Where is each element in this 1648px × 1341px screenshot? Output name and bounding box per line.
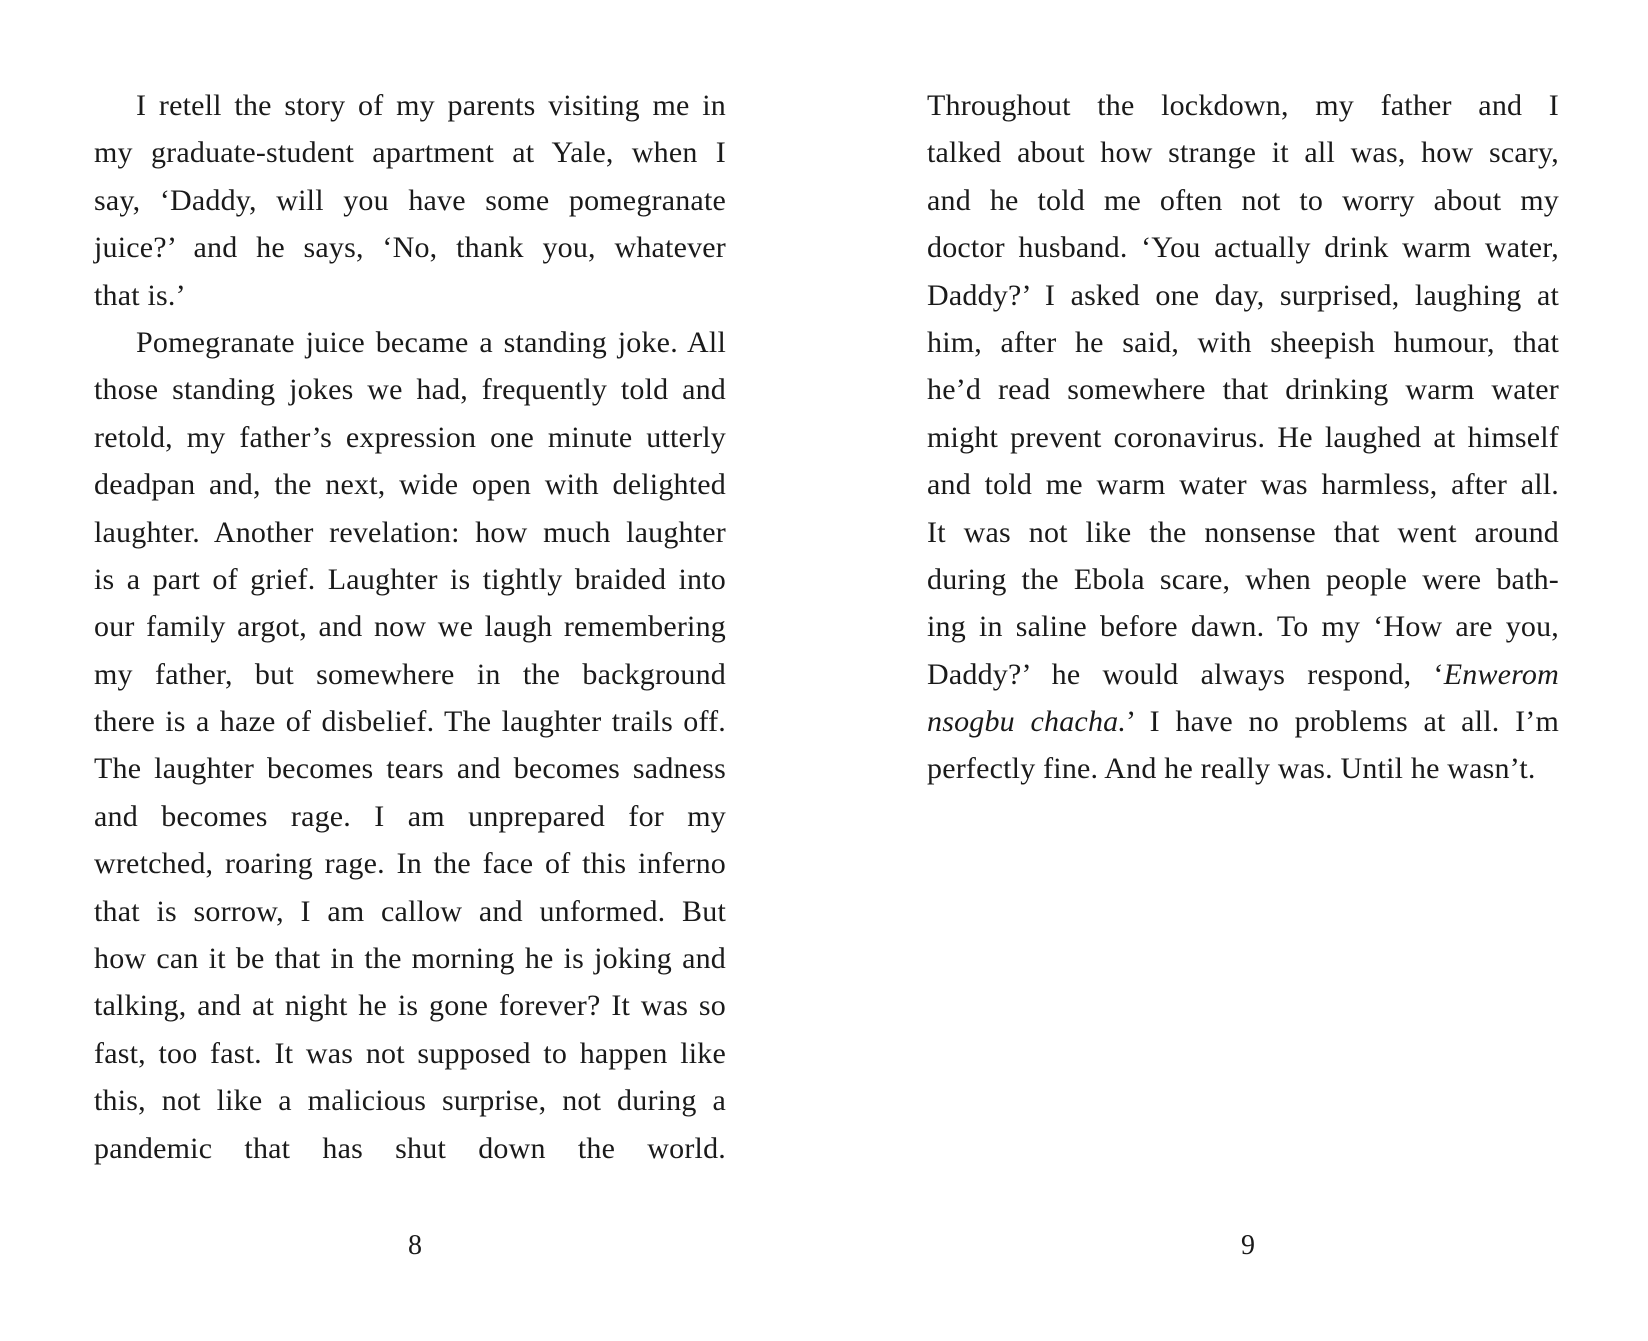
text-line: him, after he said, with sheepish humour, that — [927, 325, 1559, 359]
text-line: that is sorrow, I am callow and unformed. But — [94, 894, 726, 928]
text-line: retold, my father’s expression one minute utterly — [94, 420, 726, 454]
text-segment: Daddy?’ he would always respond, ‘ — [927, 657, 1444, 691]
text-line: and told me warm water was harmless, after all. — [927, 468, 1559, 502]
text-line: my graduate-student apartment at Yale, when I — [94, 136, 726, 170]
text-line: doctor husband. ‘You actually drink warm water, — [927, 231, 1559, 265]
text-line: wretched, roaring rage. In the face of this inferno — [94, 847, 726, 881]
text-line: perfectly fine. And he really was. Until he wasn’t. — [927, 752, 1536, 786]
text-line: might prevent coronavirus. He laughed at himself — [927, 420, 1559, 454]
right-page-text — [927, 82, 1559, 793]
italic-phrase: Enwerom — [1443, 657, 1559, 691]
text-line: Throughout the lockdown, my father and I — [927, 89, 1559, 122]
text-line: juice?’ and he says, ‘No, thank you, whatever — [94, 231, 726, 265]
text-line: I retell the story of my parents visiting me in — [136, 89, 726, 122]
text-line: that is.’ — [94, 278, 186, 312]
text-segment: ’ I have no problems at all. I’m — [1126, 705, 1559, 739]
text-line: pandemic that has shut down the world. — [94, 1131, 726, 1165]
text-line: fast, too fast. It was not supposed to happen like — [94, 1036, 726, 1070]
text-line: deadpan and, the next, wide open with delighted — [94, 468, 726, 502]
text-line: is a part of grief. Laughter is tightly braided into — [94, 562, 726, 596]
text-line: he’d read somewhere that drinking warm water — [927, 373, 1559, 407]
text-line: those standing jokes we had, frequently told and — [94, 373, 726, 407]
text-line: talking, and at night he is gone forever? It was so — [94, 989, 726, 1023]
text-line: Pomegranate juice became a standing joke. All — [136, 325, 726, 359]
left-page-text — [94, 82, 726, 1172]
text-line: during the Ebola scare, when people were bath- — [927, 562, 1559, 596]
page-number-left: 8 — [408, 1230, 422, 1261]
text-line: ing in saline before dawn. To my ‘How are you, — [927, 610, 1559, 644]
text-line: and he told me often not to worry about my — [927, 183, 1559, 217]
text-line: there is a haze of disbelief. The laughter trails off. — [94, 705, 726, 739]
text-line: Daddy?’ I asked one day, surprised, laughing at — [927, 278, 1559, 312]
text-line — [927, 698, 1559, 745]
text-line: The laughter becomes tears and becomes sadness — [94, 752, 726, 786]
text-line: and becomes rage. I am unprepared for my — [94, 799, 726, 833]
text-line — [927, 651, 1559, 698]
text-line: talked about how strange it all was, how scary, — [927, 136, 1559, 170]
text-line: this, not like a malicious surprise, not during a — [94, 1084, 726, 1118]
page-number-right: 9 — [1241, 1230, 1255, 1261]
text-line: laughter. Another revelation: how much laughter — [94, 515, 726, 549]
text-line: say, ‘Daddy, will you have some pomegranate — [94, 183, 726, 217]
text-line: how can it be that in the morning he is joking and — [94, 942, 726, 976]
text-line: our family argot, and now we laugh remembering — [94, 610, 726, 644]
text-line: It was not like the nonsense that went around — [927, 515, 1559, 549]
italic-phrase: nsogbu chacha. — [927, 705, 1127, 739]
text-line: my father, but somewhere in the background — [94, 657, 726, 691]
